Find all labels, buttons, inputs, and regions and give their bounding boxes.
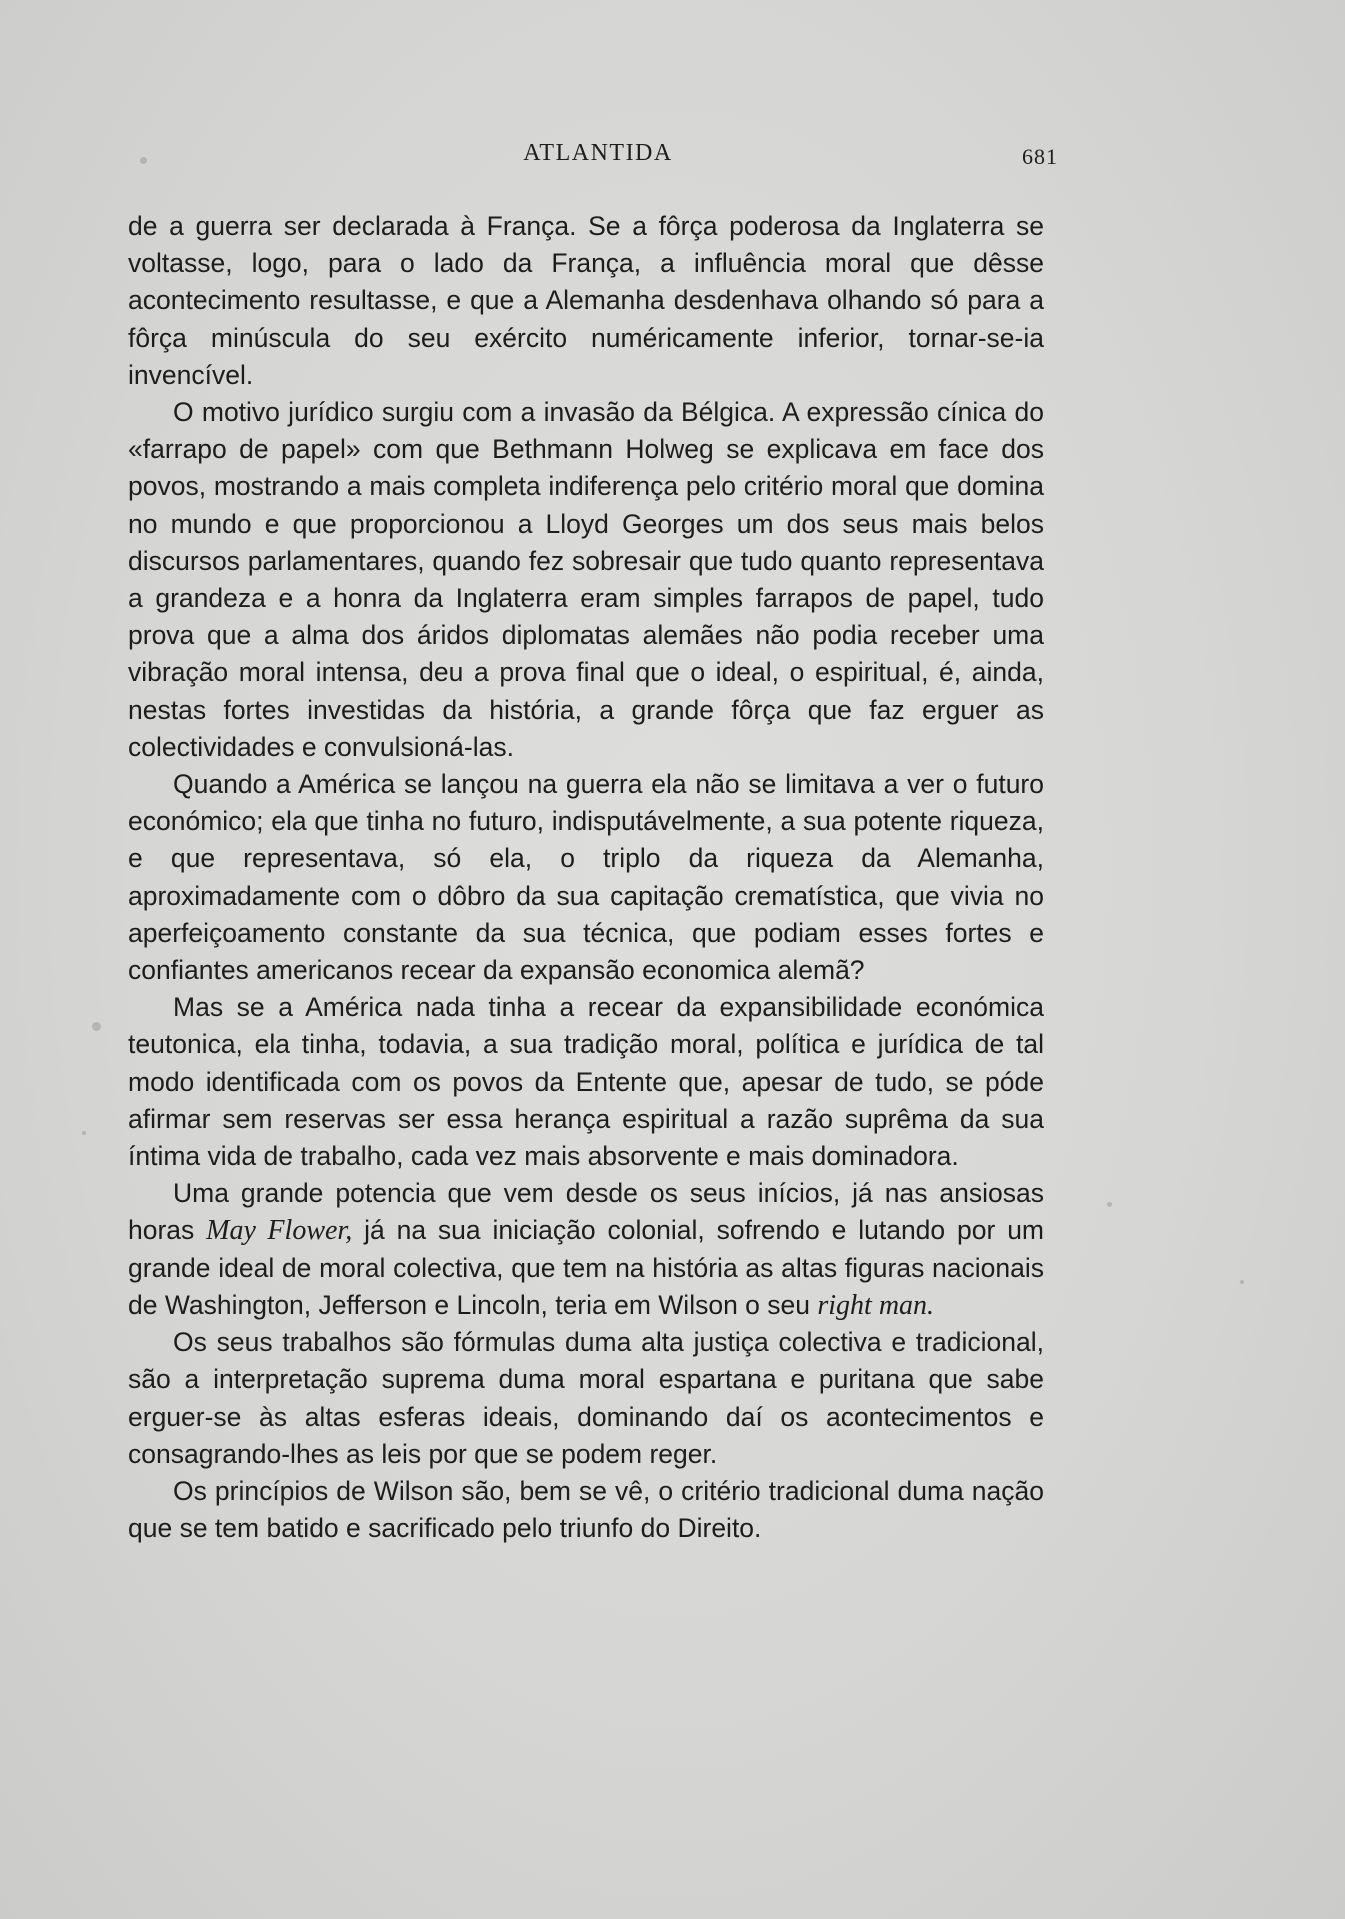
paragraph [128, 989, 1044, 1175]
paragraph-text: Uma grande potencia que vem desde os seus inícios, já nas ansiosas horas [128, 1178, 1044, 1246]
paragraph-text: já na sua iniciação colonial, sofrendo e lutando por um grande ideal de moral colectiva, que tem na história as altas figuras nacionais de Washington, Jefferson e Lincoln, teria em Wilson o seu [128, 1215, 1045, 1320]
paragraph [128, 766, 1044, 989]
page-number: 681 [1022, 144, 1058, 169]
print-speck [1107, 1202, 1112, 1207]
running-title: ATLANTIDA [523, 140, 673, 166]
print-speck [92, 1022, 101, 1031]
running-head [128, 140, 1058, 180]
paragraph-text: Os seus trabalhos são fórmulas duma alta justiça colectiva e tradicional, são a interpretação suprema duma moral espartana e puritana que sabe erguer-se às altas esferas ideais, dominando daí os acontecimentos e consagrando-lhes as leis por que se podem reger. [128, 1327, 1044, 1469]
italic-text: May Flower, [206, 1215, 353, 1247]
paragraph-text: Os princípios de Wilson são, bem se vê, o critério tradicional duma nação que se tem batido e sacrificado pelo triunfo do Direito. [128, 1475, 1044, 1544]
paragraph-text: Quando a América se lançou na guerra ela não se limitava a ver o futuro económico; ela que tinha no futuro, indisputávelmente, a sua potente riqueza, e que representava, só ela, o triplo da riqueza da Alemanha, aproximadamente com o dôbro da sua capitação crematística, que vivia no aperfeiçoamento constante da sua técnica, que podiam esses fortes e confiantes americanos recear da expansão economica alemã? [128, 769, 1044, 986]
paragraph [128, 1473, 1044, 1547]
paragraph [128, 394, 1044, 766]
paragraph [128, 208, 1044, 394]
print-speck [1240, 1280, 1244, 1284]
body-text [128, 208, 1044, 1547]
paragraph-text: O motivo jurídico surgiu com a invasão da Bélgica. A expressão cínica do «farrapo de papel» com que Bethmann Holweg se explicava em face dos povos, mostrando a mais completa indiferença pelo critério moral que domina no mundo e que proporcionou a Lloyd Georges um dos seus mais belos discursos parlamentares, quando fez sobresair que tudo quanto representava a grandeza e a honra da Inglaterra eram simples farrapos de papel, tudo prova que a alma dos áridos diplomatas alemães não podia receber uma vibração moral intensa, deu a prova final que o ideal, o espiritual, é, ainda, nestas fortes investidas da história, a grande fôrça que faz erguer as colectividades e convulsioná-las. [128, 397, 1044, 762]
paragraph [128, 1324, 1044, 1473]
paragraph [128, 1175, 1044, 1324]
italic-text: right man. [817, 1289, 935, 1321]
paragraph-text: de a guerra ser declarada à França. Se a fôrça poderosa da Inglaterra se voltasse, logo, para o lado da França, a influência moral que dêsse acontecimento resultasse, e que a Alemanha desdenhava olhando só para a fôrça minúscula do seu exército numéricamente inferior, tornar-se-ia invencível. [128, 211, 1044, 390]
paragraph-text: Mas se a América nada tinha a recear da expansibilidade económica teutonica, ela tinha, todavia, a sua tradição moral, política e jurídica de tal modo identificada com os povos da Entente que, apesar de tudo, se póde afirmar sem reservas ser essa herança espiritual a razão suprêma da sua íntima vida de trabalho, cada vez mais absorvente e mais dominadora. [128, 992, 1044, 1172]
print-speck [82, 1131, 86, 1135]
